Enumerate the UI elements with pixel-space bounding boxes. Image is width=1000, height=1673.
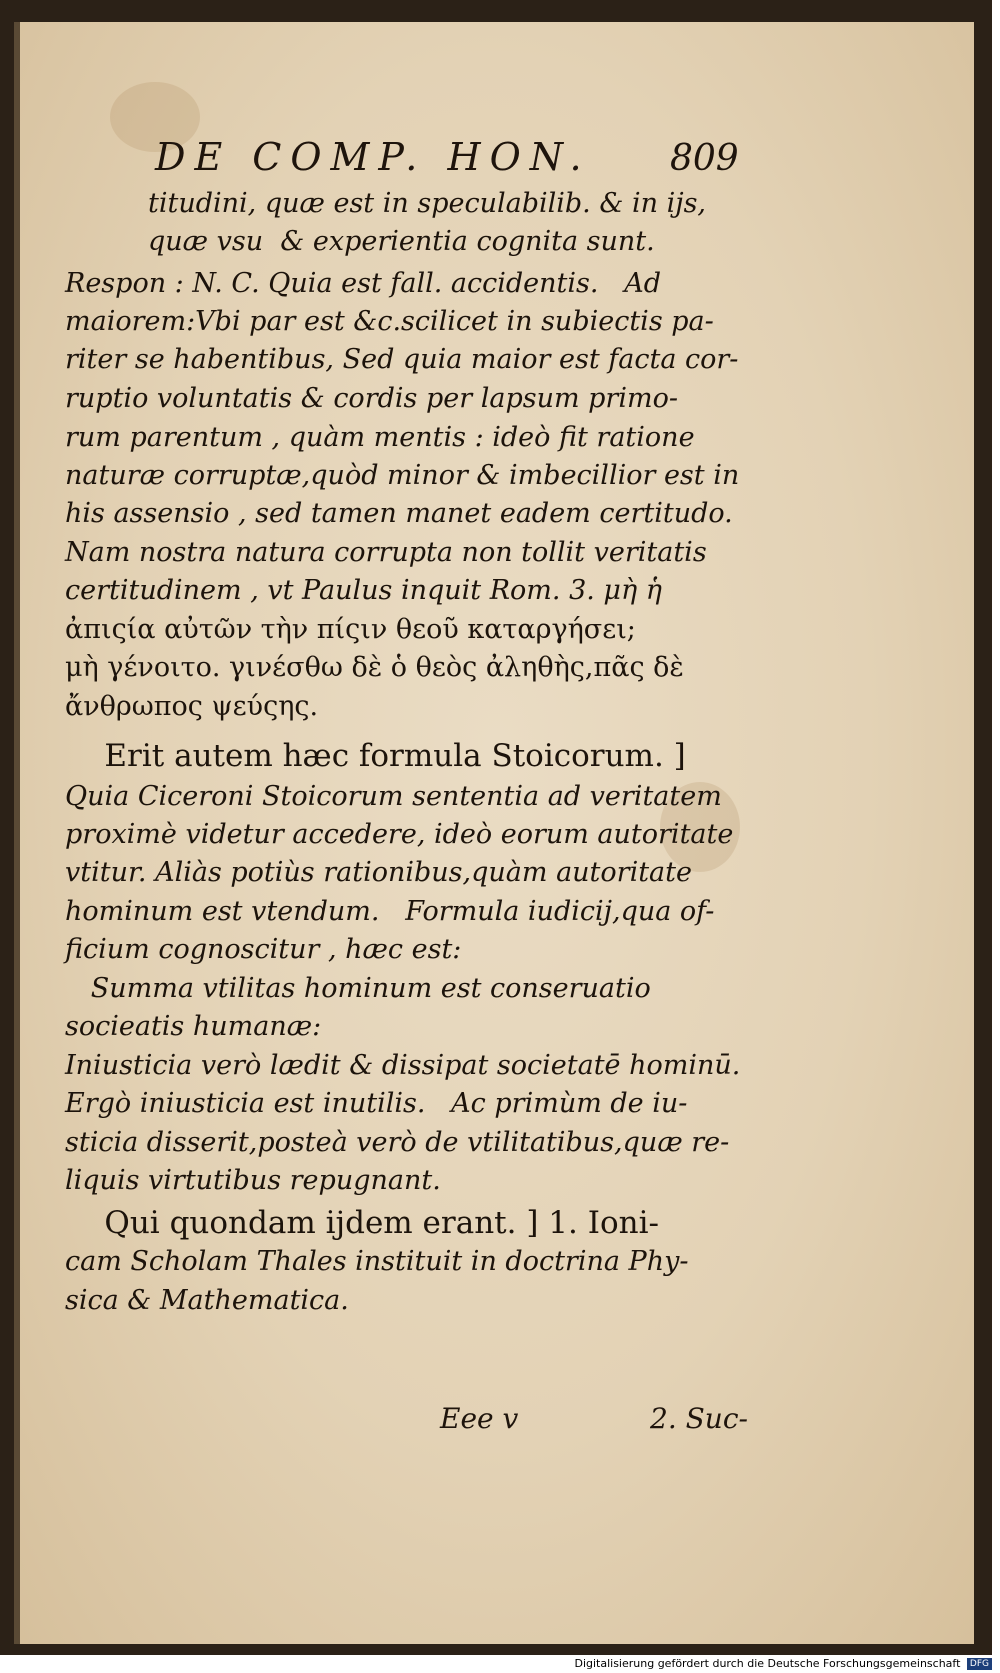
- text-line: Nam nostra natura corrupta non tollit veritatis: [65, 537, 707, 568]
- text-line: sticia disserit,posteà verò de vtilitatibus,quæ re-: [65, 1127, 730, 1158]
- text-line: ἀπιςία αὐτῶν τὴν πίςιν θεοῦ καταργήσει;: [65, 614, 636, 645]
- text-line: Iniusticia verò lædit & dissipat societatē hominū.: [65, 1050, 741, 1081]
- footer-text: Digitalisierung gefördert durch die Deutsche Forschungsgemeinschaft: [574, 1657, 961, 1670]
- text-line: Quia Ciceroni Stoicorum sententia ad veritatem: [65, 781, 722, 812]
- text-line: proximè videtur accedere, ideò eorum autoritate: [65, 819, 734, 850]
- text-line: Ergò iniusticia est inutilis. Ac primùm de iu-: [65, 1088, 688, 1119]
- text-line: cam Scholam Thales instituit in doctrina Phy-: [65, 1246, 689, 1277]
- text-line: ruptio voluntatis & cordis per lapsum primo-: [65, 383, 678, 414]
- text-line: Erit autem hæc formula Stoicorum. ]: [65, 738, 686, 774]
- text-line: maiorem:Vbi par est &c.scilicet in subiectis pa-: [65, 306, 714, 337]
- text-line: socieatis humanæ:: [65, 1011, 322, 1042]
- text-line: riter se habentibus, Sed quia maior est facta cor-: [65, 344, 739, 375]
- catchword: 2. Suc-: [650, 1402, 748, 1435]
- dfg-logo: DFG: [967, 1658, 992, 1670]
- text-line: Summa vtilitas hominum est conseruatio: [65, 973, 651, 1004]
- text-line: Respon : N. C. Quia est fall. accidentis. Ad: [65, 268, 661, 299]
- text-line: hominum est vtendum. Formula iudicij,qua of-: [65, 896, 715, 927]
- text-line: ficium cognoscitur , hæc est:: [65, 934, 462, 965]
- text-line: sica & Mathematica.: [65, 1285, 349, 1316]
- text-line: titudini, quæ est in speculabilib. & in ijs,: [148, 188, 707, 219]
- text-line: his assensio , sed tamen manet eadem certitudo.: [65, 498, 733, 529]
- text-line: naturæ corruptæ,quòd minor & imbecillior est in: [65, 460, 740, 491]
- text-line: quæ vsu & experientia cognita sunt.: [148, 226, 655, 257]
- text-line: ἄνθρωπος ψεύςης.: [65, 691, 319, 722]
- text-line: vtitur. Aliàs potiùs rationibus,quàm autoritate: [65, 857, 692, 888]
- text-line: μὴ γένοιτο. γινέσθω δὲ ὁ θεὸς ἀληθὴς,πᾶς δὲ: [65, 652, 684, 683]
- digitization-footer: [574, 1657, 992, 1670]
- running-title: DE COMP. HON.: [155, 135, 591, 179]
- text-line: certitudinem , vt Paulus inquit Rom. 3. μὴ ἡ: [65, 575, 662, 606]
- page-number: 809: [670, 138, 739, 179]
- text-line: liquis virtutibus repugnant.: [65, 1165, 441, 1196]
- signature-mark: Eee v: [440, 1402, 519, 1435]
- text-line: rum parentum , quàm mentis : ideò fit ratione: [65, 422, 695, 453]
- text-line: Qui quondam ijdem erant. ] 1. Ioni-: [65, 1205, 659, 1241]
